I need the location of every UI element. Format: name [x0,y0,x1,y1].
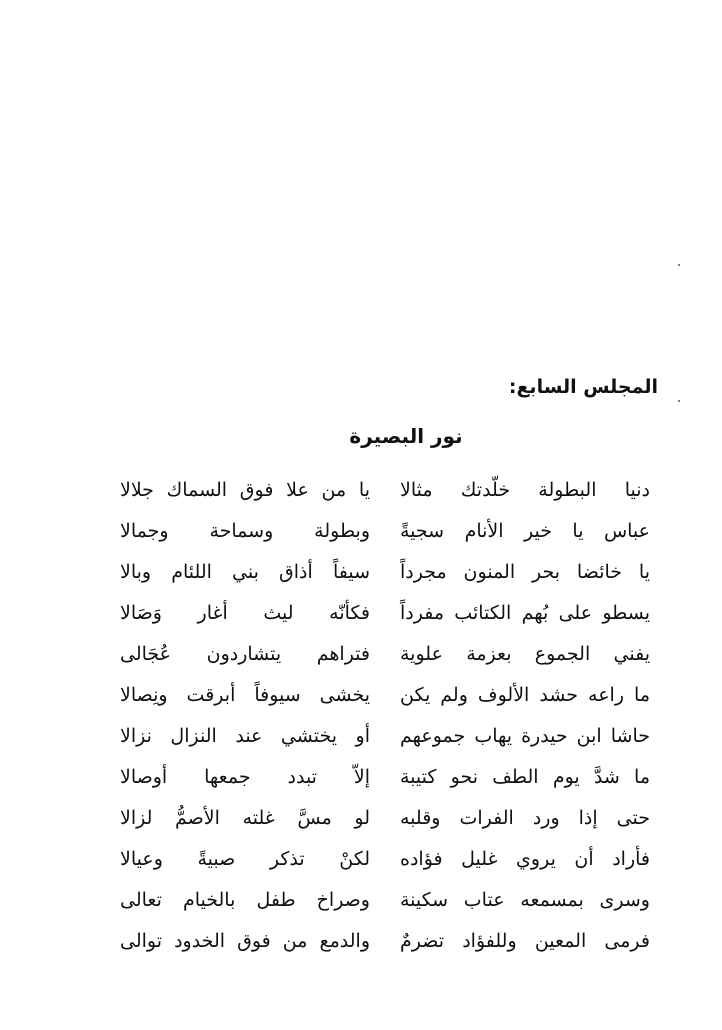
verse-first-hemistich: حاشا ابن حيدرة يهاب جموعهم [400,725,650,747]
verse-first-hemistich: ما راعه حشد الألوف ولم يكن [400,684,650,706]
verse [120,511,660,552]
verse-first-hemistich: يا خائضا بحر المنون مجرداً [400,561,650,583]
verse-second-hemistich: يا من علا فوق السماك جلالا [120,479,370,501]
section-title: المجلس السابع: [508,376,658,398]
verse-second-hemistich: فكأنّه ليث أغار وَصَالا [120,602,370,624]
poem-title: نور البصيرة [349,424,463,448]
verse-second-hemistich: وصراخ طفل بالخيام تعالى [120,889,370,911]
verse-first-hemistich: ما شدَّ يوم الطف نحو كتيبة [400,766,650,788]
verse [120,880,660,921]
verse-second-hemistich: أو يختشي عند النزال نزالا [120,725,370,747]
verse-first-hemistich: عباس يا خير الأنام سجيةً [400,520,650,542]
verse-first-hemistich: وسرى بمسمعه عتاب سكينة [400,889,650,911]
verse-first-hemistich: فرمى المعين وللفؤاد تضرمٌ [400,930,650,952]
verse [120,839,660,880]
poem-verses [120,470,660,962]
verse-first-hemistich: يسطو على بُهم الكتائب مفرداً [400,602,650,624]
verse-second-hemistich: وبطولة وسماحة وجمالا [120,520,370,542]
verse-second-hemistich: لكنْ تذكر صبيةً وعيالا [120,848,370,870]
verse [120,921,660,962]
verse-second-hemistich: فتراهم يتشاردون عُجَالى [120,643,370,665]
verse-first-hemistich: يفني الجموع بعزمة علوية [400,643,650,665]
verse [120,552,660,593]
verse-second-hemistich: يخشى سيوفاً أبرقت ونِصالا [120,684,370,706]
verse [120,634,660,675]
verse-first-hemistich: دنيا البطولة خلّدتك مثالا [400,479,650,501]
verse [120,757,660,798]
verse [120,470,660,511]
verse-second-hemistich: لو مسَّ غلته الأصمُّ لزالا [120,807,370,829]
verse-second-hemistich: إلاّ تبدد جمعها أوصالا [120,766,370,788]
verse [120,593,660,634]
verse [120,798,660,839]
page-mark [678,264,680,266]
verse [120,716,660,757]
verse [120,675,660,716]
page-mark [678,400,680,402]
verse-first-hemistich: فأراد أن يروي غليل فؤاده [400,848,650,870]
verse-second-hemistich: والدمع من فوق الخدود توالى [120,930,370,952]
verse-first-hemistich: حتى إذا ورد الفرات وقلبه [400,807,650,829]
verse-second-hemistich: سيفاً أذاق بني اللئام وبالا [120,561,370,583]
